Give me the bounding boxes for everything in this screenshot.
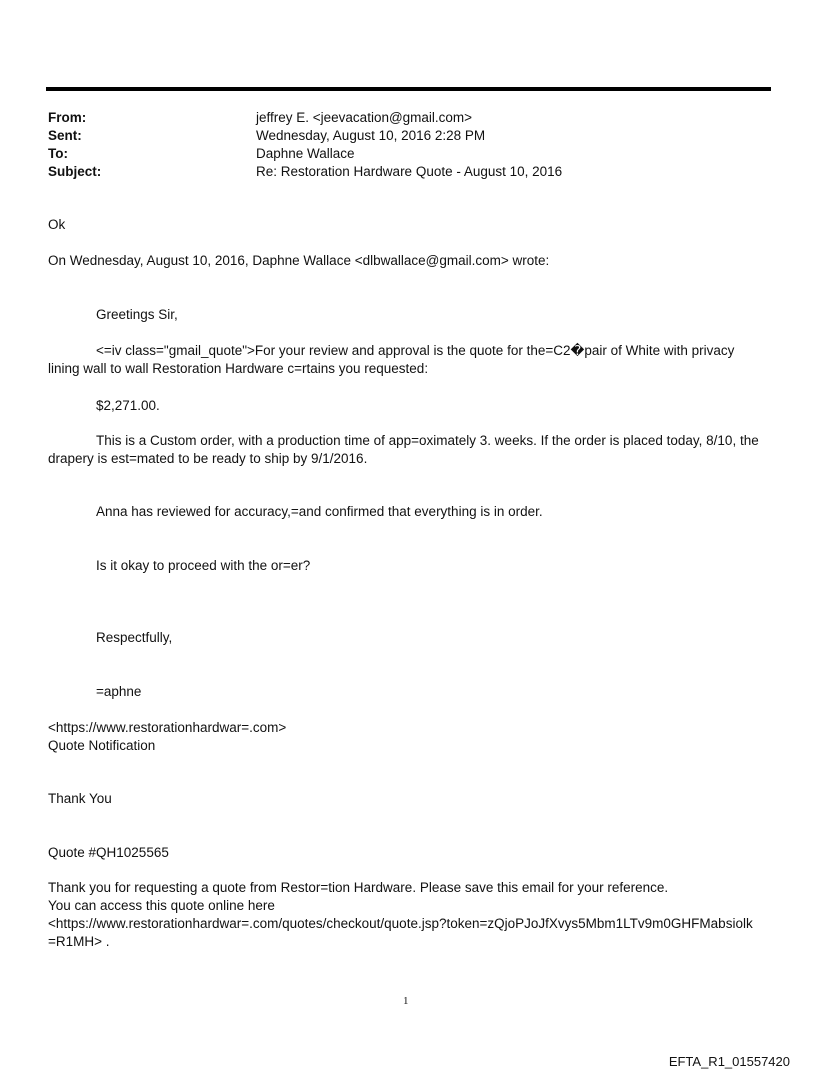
from-label: From: <box>48 110 87 125</box>
reply-text: Ok <box>48 217 66 232</box>
thank-you: Thank You <box>48 791 112 806</box>
bates-number: EFTA_R1_01557420 <box>668 1054 790 1069</box>
restoration-hardware-link[interactable]: <https://www.restorationhardwar=.com> <box>48 720 287 735</box>
access-line: You can access this quote online here <box>48 898 275 913</box>
paragraph-quote-review-line-2: lining wall to wall Restoration Hardware c=rtains you requested: <box>48 361 429 376</box>
to-label: To: <box>48 146 68 161</box>
quote-number: Quote #QH1025565 <box>48 845 169 860</box>
paragraph-accuracy: Anna has reviewed for accuracy,=and confirmed that everything is in order. <box>96 504 543 519</box>
quote-url-line-2[interactable]: =R1MH> . <box>48 934 110 949</box>
thank-you-line: Thank you for requesting a quote from Restor=tion Hardware. Please save this email for your reference. <box>48 880 669 895</box>
paragraph-custom-order <box>48 432 770 468</box>
price: $2,271.00. <box>96 398 160 413</box>
paragraph-quote-review <box>48 342 770 378</box>
header-divider <box>46 87 771 91</box>
quote-intro: On Wednesday, August 10, 2016, Daphne Wallace <dlbwallace@gmail.com> wrote: <box>48 253 550 268</box>
quote-notification: Quote Notification <box>48 738 156 753</box>
closing: Respectfully, <box>96 630 173 645</box>
to-value: Daphne Wallace <box>256 146 355 161</box>
signature: =aphne <box>96 684 142 699</box>
paragraph-proceed: Is it okay to proceed with the or=er? <box>96 558 311 573</box>
subject-value: Re: Restoration Hardware Quote - August 10, 2016 <box>256 164 563 179</box>
greeting: Greetings Sir, <box>96 307 178 322</box>
sent-label: Sent: <box>48 128 82 143</box>
quote-url-line-1[interactable]: <https://www.restorationhardwar=.com/quotes/checkout/quote.jsp?token=zQjoPJoJfXvys5Mbm1LTv9m0GHFMabsiolk <box>48 916 753 931</box>
subject-label: Subject: <box>48 164 102 179</box>
paragraph-custom-order-line-1: This is a Custom order, with a production time of app=oximately 3. weeks. If the order is placed today, 8/10, the <box>96 433 759 448</box>
from-value: jeffrey E. <jeevacation@gmail.com> <box>256 110 473 125</box>
sent-value: Wednesday, August 10, 2016 2:28 PM <box>256 128 486 143</box>
paragraph-custom-order-line-2: drapery is est=mated to be ready to ship by 9/1/2016. <box>48 451 368 466</box>
paragraph-quote-review-line-1: <=iv class="gmail_quote">For your review and approval is the quote for the=C2�pair of White with privacy <box>96 343 735 358</box>
page-number: 1 <box>403 995 409 1007</box>
